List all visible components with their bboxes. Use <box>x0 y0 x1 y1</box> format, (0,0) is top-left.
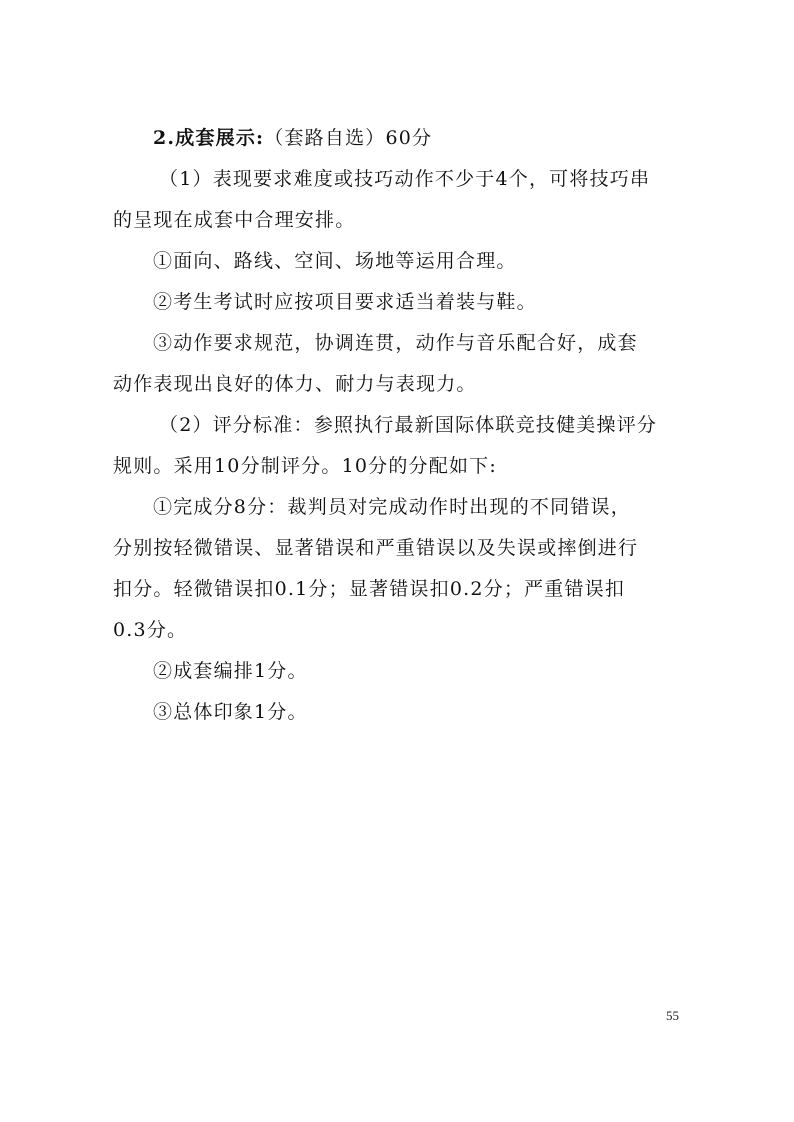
document-body <box>113 118 688 733</box>
section-heading <box>113 118 688 159</box>
section-subtitle: （套路自选）60分 <box>264 127 433 149</box>
page-number: 55 <box>666 1008 679 1023</box>
section-number: 2. <box>153 127 176 149</box>
paragraph-line: 分别按轻微错误、显著错误和严重错误以及失误或摔倒进行 <box>113 537 639 559</box>
paragraph-line: ①完成分8分：裁判员对完成动作时出现的不同错误， <box>153 496 631 518</box>
paragraph-line: ③总体印象1分。 <box>153 701 308 723</box>
section-title: 成套展示: <box>175 127 265 149</box>
paragraph-line: 0.3分。 <box>113 619 188 641</box>
paragraph-line: （1）表现要求难度或技巧动作不少于4个，可将技巧串 <box>159 168 651 190</box>
paragraph-line: 的呈现在成套中合理安排。 <box>113 209 356 231</box>
paragraph-line: ②成套编排1分。 <box>153 660 308 682</box>
paragraph-line: （2）评分标准：参照执行最新国际体联竞技健美操评分 <box>159 414 658 436</box>
paragraph-line: ①面向、路线、空间、场地等运用合理。 <box>153 250 517 272</box>
paragraph-line: 动作表现出良好的体力、耐力与表现力。 <box>113 373 477 395</box>
paragraph-line: ③动作要求规范，协调连贯，动作与音乐配合好，成套 <box>153 332 638 354</box>
paragraph-line: ②考生考试时应按项目要求适当着装与鞋。 <box>153 291 537 313</box>
paragraph-line: 规则。采用10分制评分。10分的分配如下: <box>113 455 497 477</box>
paragraph-line: 扣分。轻微错误扣0.1分；显著错误扣0.2分；严重错误扣 <box>113 578 626 600</box>
